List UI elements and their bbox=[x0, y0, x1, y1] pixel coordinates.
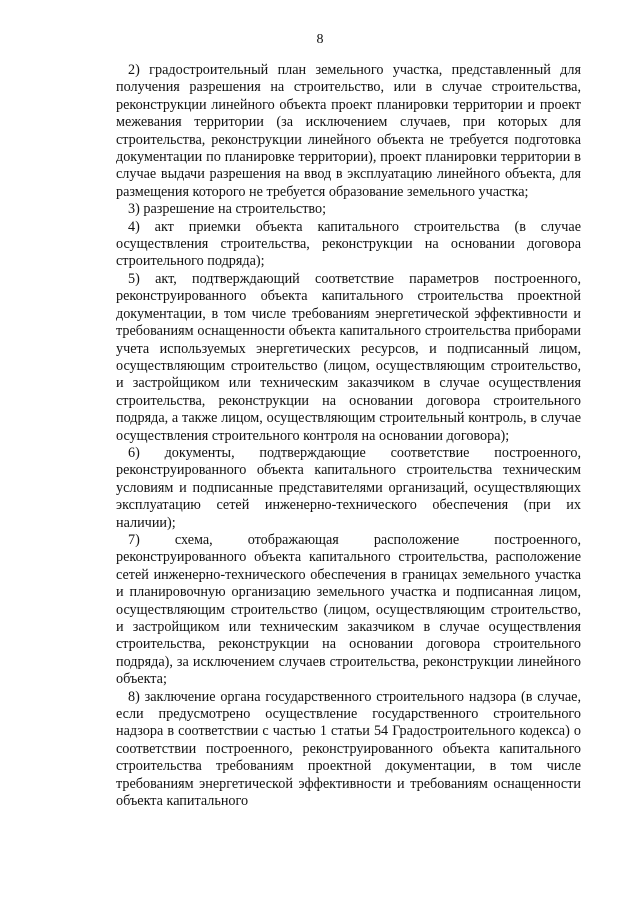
paragraph-8: 8) заключение органа государственного строительного надзора (в случае, если предусмотрено осуществление государственного строительного надзора в соответствии с частью 1 статьи 54 Градостроительного кодекса) о соответствии построенного, реконструированного объекта капитального строительства требованиям проектной документации, в том числе требованиям энергетической эффективности и требованиям оснащенности объекта капитального bbox=[116, 688, 581, 810]
paragraph-7: 7) схема, отображающая расположение построенного, реконструированного объекта капитального строительства, расположение сетей инженерно-технического обеспечения в границах земельного участка и планировочную организацию земельного участка и подписанная лицом, осуществляющим строительство (лицом, осуществляющим строительство, и застройщиком или техническим заказчиком в случае осуществления строительства, реконструкции на основании договора строительного подряда), за исключением случаев строительства, реконструкции линейного объекта; bbox=[116, 531, 581, 688]
paragraph-2: 2) градостроительный план земельного участка, представленный для получения разрешения на строительство, или в случае строительства, реконструкции линейного объекта проект планировки территории и проект межевания территории (за исключением случаев, при которых для строительства, реконструкции линейного объекта не требуется подготовка документации по планировке территории), проект планировки территории в случае выдачи разрешения на ввод в эксплуатацию линейного объекта, для размещения которого не требуется образование земельного участка; bbox=[116, 62, 581, 200]
page-number: 8 bbox=[316, 32, 324, 47]
paragraph-6: 6) документы, подтверждающие соответствие построенного, реконструированного объекта капитального строительства техническим условиям и подписанные представителями организаций, осуществляющих эксплуатацию сетей инженерно-технического обеспечения (при их наличии); bbox=[116, 444, 581, 531]
paragraph-4: 4) акт приемки объекта капитального строительства (в случае осуществления строительства, реконструкции на основании договора строительного подряда); bbox=[116, 218, 581, 270]
paragraph-3: 3) разрешение на строительство; bbox=[128, 201, 327, 218]
paragraph-5: 5) акт, подтверждающий соответствие параметров построенного, реконструированного объекта капитального строительства проектной документации, в том числе требованиям энергетической эффективности и требованиям оснащенности объекта капитального строительства приборами учета используемых энергетических ресурсов, и подписанный лицом, осуществляющим строительство (лицом, осуществляющим строительство, и застройщиком или техническим заказчиком в случае осуществления строительства, реконструкции на основании договора строительного подряда, а также лицом, осуществляющим строительный контроль, в случае осуществления строительного контроля на основании договора); bbox=[116, 270, 581, 444]
document-body bbox=[116, 62, 581, 810]
